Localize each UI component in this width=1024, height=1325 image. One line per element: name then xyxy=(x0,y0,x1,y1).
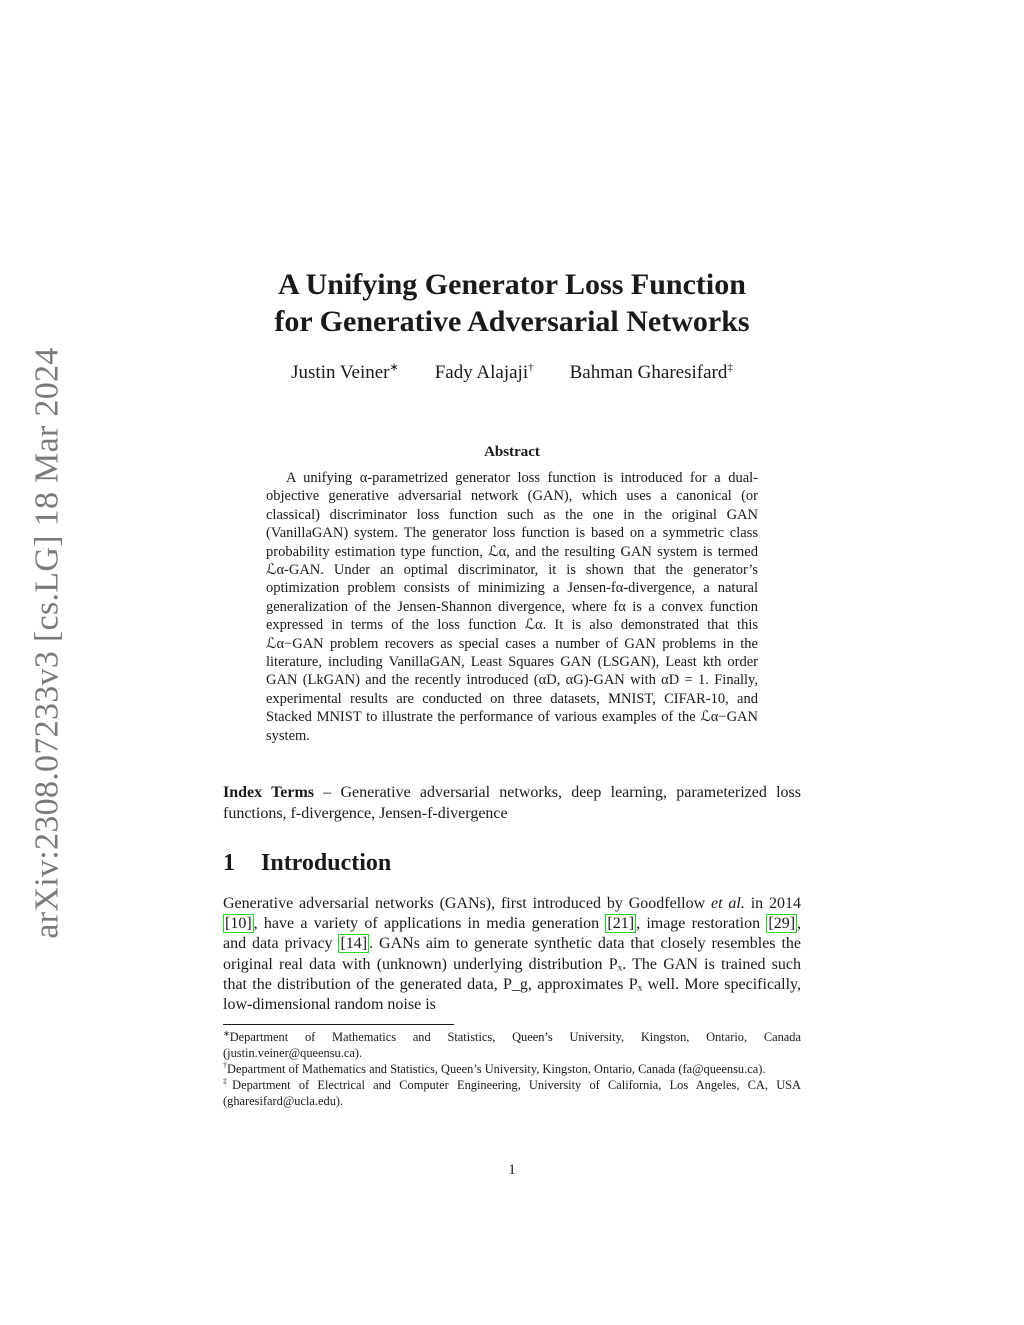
abstract-heading: Abstract xyxy=(484,444,540,460)
citation-link[interactable]: [10] xyxy=(225,915,252,933)
title-line-2: for Generative Adversarial Networks xyxy=(274,305,750,338)
title-line-1: A Unifying Generator Loss Function xyxy=(278,268,746,301)
citation-link[interactable]: [14] xyxy=(340,935,368,953)
citation-link[interactable]: [29] xyxy=(768,915,796,933)
index-terms-text: – Generative adversarial networks, deep learning, parameterized loss functions, f-divergence, Jensen-f-divergence xyxy=(223,784,802,822)
page-number: 1 xyxy=(508,1162,516,1178)
footnote: ∗Department of Mathematics and Statistics, Queen’s University, Kingston, Ontario, Canada (justin.veiner@queensu.ca). xyxy=(223,1028,801,1060)
author: Fady Alajaji† xyxy=(434,361,534,383)
section-title: Introduction xyxy=(261,850,392,876)
footnote: ‡Department of Electrical and Computer Engineering, University of California, Los Angeles, CA, USA (gharesifard@ucla.edu). xyxy=(223,1076,801,1108)
paper-title xyxy=(200,266,824,340)
index-terms xyxy=(223,783,801,824)
abstract-text: A unifying α-parametrized generator loss function is introduced for a dual-objective generative adversarial network (GAN), which uses a canonical (or classical) discriminator loss function such as the one in the original GAN (VanillaGAN) system. The generator loss function is based on a symmetric class probability estimation type function, ℒα, and the resulting GAN system is termed ℒα-GAN. Under an optimal discriminator, it is shown that the generator’s optimization problem consists of minimizing a Jensen-fα-divergence, a natural generalization of the Jensen-Shannon divergence, where fα is a convex function expressed in terms of the loss function ℒα. It is also demonstrated that this ℒα−GAN problem recovers as special cases a number of GAN problems in the literature, including VanillaGAN, Least Squares GAN (LSGAN), Least kth order GAN (LkGAN) and the recently introduced (αD, αG)-GAN with αD = 1. Finally, experimental results are conducted on three datasets, MNIST, CIFAR-10, and Stacked MNIST to illustrate the performance of various examples of the ℒα−GAN system. xyxy=(266,470,758,744)
footnote-divider xyxy=(223,1024,454,1025)
index-terms-label: Index Terms xyxy=(223,784,315,801)
intro-paragraph: Generative adversarial networks (GANs), first introduced by Goodfellow et al. in 2014 [10] , have a variety of applications in media generation [21] , image restoration [29] , and data privacy [14] . GANs aim to generate synthetic data that closely resembles the original real data with (unknown) underlying distribution Pₓ. The GAN is trained such that the distribution of the generated data, P_g, approximates Pₓ well. More specifically, low-dimensional random noise is xyxy=(223,895,802,1014)
author-list xyxy=(230,362,794,384)
arxiv-stamp xyxy=(28,348,68,938)
section-heading xyxy=(223,850,391,877)
arxiv-stamp-text: arXiv:2308.07233v3 [cs.LG] 18 Mar 2024 xyxy=(29,347,67,939)
author: Bahman Gharesifard‡ xyxy=(569,361,733,383)
citation-link[interactable]: [21] xyxy=(607,915,635,933)
footnote: †Department of Mathematics and Statistics, Queen’s University, Kingston, Ontario, Canada (fa@queensu.ca). xyxy=(223,1060,766,1076)
author: Justin Veiner∗ xyxy=(291,361,399,383)
footnotes xyxy=(223,1029,801,1109)
section-number: 1 xyxy=(223,850,235,876)
